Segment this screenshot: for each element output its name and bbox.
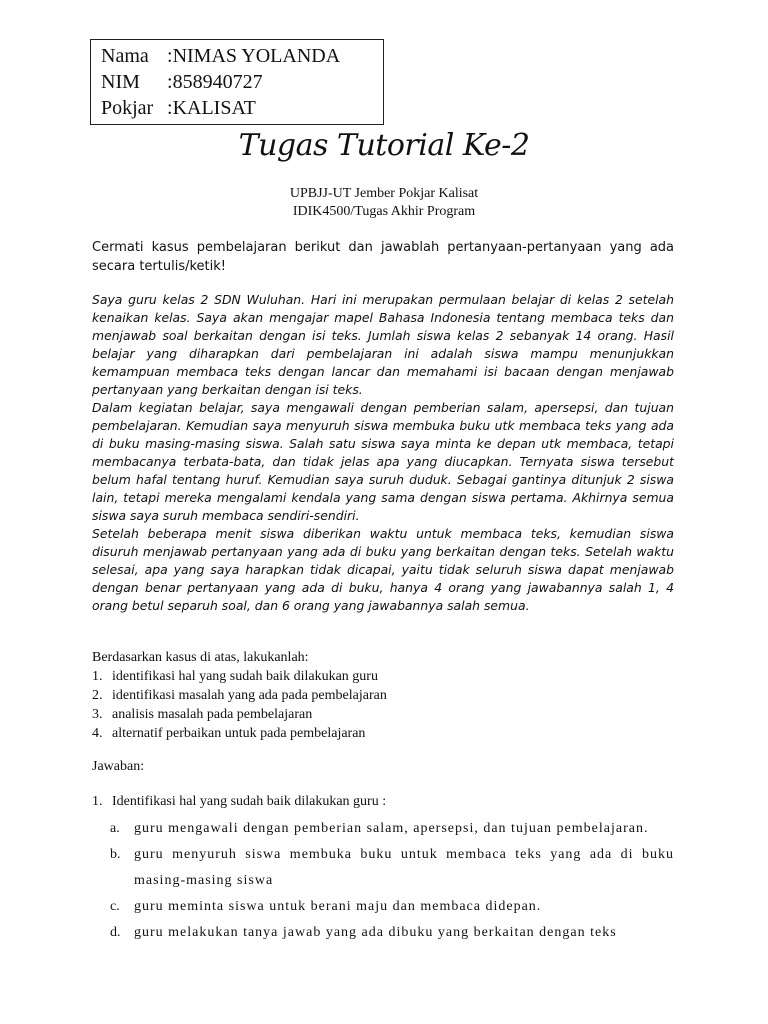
task-item bbox=[92, 686, 387, 705]
task-number: 4. bbox=[92, 726, 103, 741]
nim-label: NIM bbox=[101, 71, 140, 93]
answer-letter: c. bbox=[110, 899, 120, 914]
instruction-text: Cermati kasus pembelajaran berikut dan jawablah pertanyaan-pertanyaan yang ada secara tertulis/ketik! bbox=[92, 240, 674, 274]
task-text: alternatif perbaikan untuk pada pembelajaran bbox=[112, 726, 366, 741]
answer-item bbox=[110, 816, 674, 842]
name-separator: : bbox=[167, 45, 173, 67]
task-item bbox=[92, 705, 387, 724]
answer-item bbox=[110, 894, 674, 920]
name-value: NIMAS YOLANDA bbox=[172, 45, 341, 67]
name-row bbox=[101, 43, 383, 69]
answer-letter: a. bbox=[110, 821, 120, 836]
pokjar-label: Pokjar bbox=[101, 97, 154, 119]
student-info-box bbox=[90, 39, 384, 125]
task-number: 2. bbox=[92, 688, 103, 703]
answer-heading bbox=[92, 792, 386, 811]
task-text: identifikasi hal yang sudah baik dilakukan guru bbox=[112, 669, 378, 684]
case-paragraph: Saya guru kelas 2 SDN Wuluhan. Hari ini merupakan permulaan belajar di kelas 2 setelah kenaikan kelas. Saya akan mengajar mapel Bahasa Indonesia tentang membaca teks dan menjawab soal berkaitan dengan isi teks. Jumlah siswa kelas 2 sebanyak 14 orang. Hasil belajar yang diharapkan dari pembelajaran ini adalah siswa mampu menunjukkan kemampuan membaca teks dengan lancar dan memahami isi bacaan dengan menjawab pertanyaan yang berkaitan dengan isi teks. bbox=[92, 292, 674, 397]
pokjar-row bbox=[101, 95, 383, 121]
case-paragraph: Dalam kegiatan belajar, saya mengawali dengan pemberian salam, apersepsi, dan tujuan pembelajaran. Kemudian saya menyuruh siswa membuka buku utk membaca teks yang ada di buku masing-masing siswa. Salah satu siswa saya minta ke depan utk membaca, tetapi membacanya terbata-bata, dan tidak jelas apa yang diucapkan. Ternyata siswa tersebut belum hafal tentang huruf. Kemudian saya suruh duduk. Sebagai gantinya ditunjuk 2 siswa lain, tetapi mereka mengalami kendala yang sama dengan siswa pertama. Akhirnya semua siswa saya suruh membaca sendiri-sendiri. bbox=[92, 400, 674, 523]
answer-text: guru menyuruh siswa membuka buku untuk membaca teks yang ada di buku masing-masing siswa bbox=[134, 847, 674, 888]
document-title: Tugas Tutorial Ke-2 bbox=[238, 128, 530, 163]
pokjar-separator: : bbox=[167, 97, 173, 119]
answer-text: guru melakukan tanya jawab yang ada dibuku yang berkaitan dengan teks bbox=[134, 925, 617, 940]
task-text: identifikasi masalah yang ada pada pembelajaran bbox=[112, 688, 387, 703]
tasks-lead: Berdasarkan kasus di atas, lakukanlah: bbox=[92, 650, 309, 665]
answer-label: Jawaban: bbox=[92, 759, 145, 774]
task-item bbox=[92, 667, 387, 686]
pokjar-value: KALISAT bbox=[172, 97, 256, 119]
answer-letter: d. bbox=[110, 925, 121, 940]
answer-list bbox=[110, 816, 674, 946]
case-study bbox=[92, 291, 674, 615]
nim-row bbox=[101, 69, 383, 95]
answer-text: guru meminta siswa untuk berani maju dan membaca didepan. bbox=[134, 899, 542, 914]
answer-heading-text: Identifikasi hal yang sudah baik dilakukan guru : bbox=[112, 794, 387, 809]
name-label: Nama bbox=[101, 45, 149, 67]
subtitle-line-2: IDIK4500/Tugas Akhir Program bbox=[292, 204, 476, 219]
answer-text: guru mengawali dengan pemberian salam, apersepsi, dan tujuan pembelajaran. bbox=[134, 821, 649, 836]
task-list bbox=[92, 667, 387, 743]
answer-item bbox=[110, 920, 674, 946]
nim-separator: : bbox=[167, 71, 173, 93]
answer-item bbox=[110, 842, 674, 894]
answer-heading-number: 1. bbox=[92, 794, 103, 809]
nim-value: 858940727 bbox=[172, 71, 263, 93]
task-number: 1. bbox=[92, 669, 103, 684]
task-number: 3. bbox=[92, 707, 103, 722]
task-item bbox=[92, 724, 387, 743]
case-paragraph: Setelah beberapa menit siswa diberikan waktu untuk membaca teks, kemudian siswa disuruh menjawab pertanyaan yang ada di buku yang berkaitan dengan teks. Setelah waktu selesai, apa yang saya harapkan tidak dicapai, yaitu tidak seluruh siswa dapat menjawab dengan benar pertanyaan yang ada di buku, hanya 4 orang yang jawabannya salah 1, 4 orang betul separuh soal, dan 6 orang yang jawabannya salah semua. bbox=[92, 526, 674, 613]
task-text: analisis masalah pada pembelajaran bbox=[112, 707, 313, 722]
subtitle-line-1: UPBJJ-UT Jember Pokjar Kalisat bbox=[289, 186, 479, 201]
answer-letter: b. bbox=[110, 847, 121, 862]
